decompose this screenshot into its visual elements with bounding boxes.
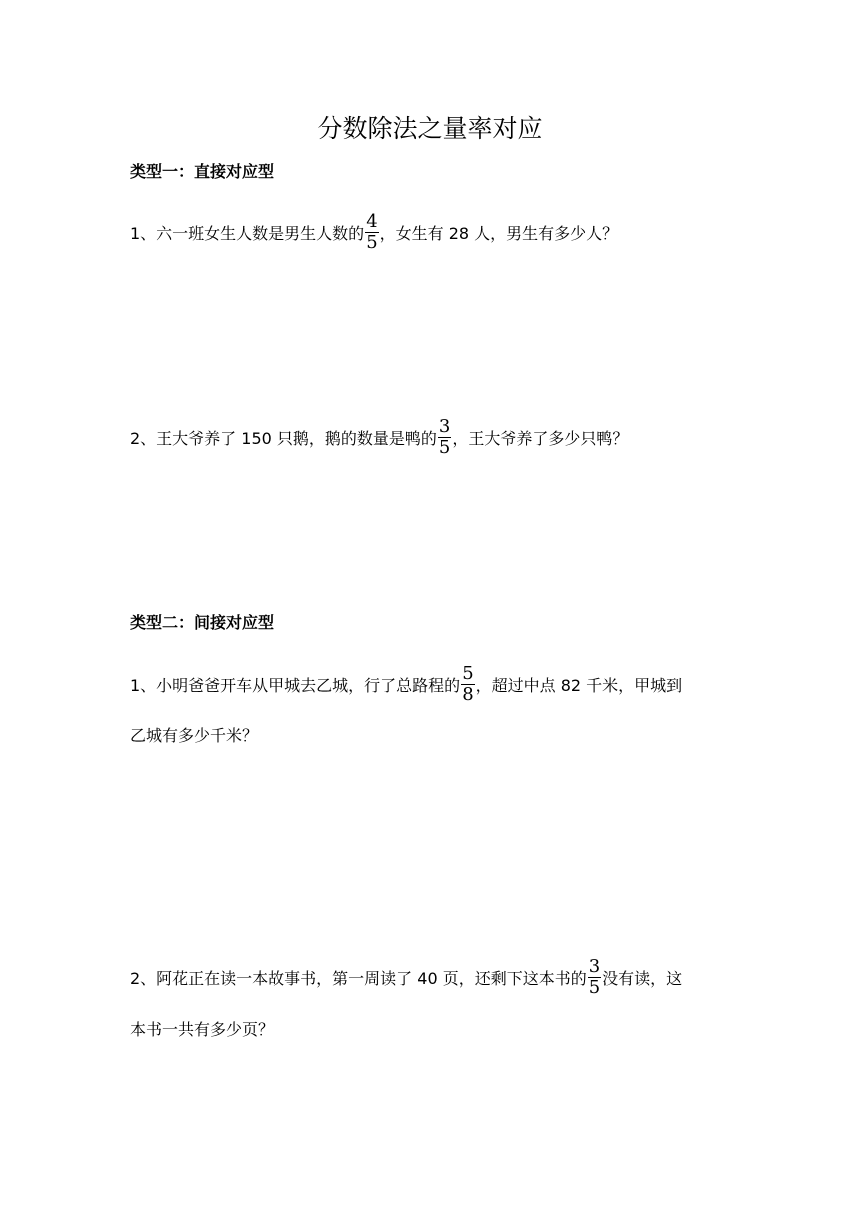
fraction-denominator: 8 [462, 684, 474, 705]
question-text-continued: 本书一共有多少页？ [130, 1020, 275, 1039]
fraction [438, 417, 451, 458]
question-text [130, 956, 740, 1000]
question-text-before: 1、六一班女生人数是男生人数的 [130, 224, 365, 243]
page-title: 分数除法之量率对应 [317, 114, 543, 143]
question-text-before: 2、王大爷养了 150 只鹅，鹅的数量是鸭的 [130, 429, 437, 448]
fraction-denominator: 5 [366, 232, 378, 253]
fraction [365, 212, 378, 253]
question-text-after: 没有读，这 [602, 969, 683, 988]
question-text-after: ，超过中点 82 千米，甲城到 [475, 676, 683, 695]
question-text [130, 416, 740, 460]
section-heading: 类型一：直接对应型 [130, 162, 275, 181]
fraction-denominator: 5 [438, 437, 451, 458]
question-text-after: ，王大爷养了多少只鸭？ [452, 429, 629, 448]
fraction [588, 957, 601, 998]
question-text [130, 211, 740, 255]
fraction-numerator: 3 [588, 956, 601, 977]
fraction-denominator: 5 [588, 977, 601, 998]
question-text [130, 663, 740, 707]
question-text-continued: 乙城有多少千米？ [130, 726, 259, 745]
fraction-numerator: 4 [366, 211, 378, 232]
fraction [461, 664, 474, 705]
fraction-numerator: 5 [462, 663, 474, 684]
section-heading: 类型二：间接对应型 [130, 613, 275, 632]
question-text-after: ，女生有 28 人，男生有多少人？ [379, 224, 619, 243]
question-text-before: 1、小明爸爸开车从甲城去乙城，行了总路程的 [130, 676, 461, 695]
question-text-before: 2、阿花正在读一本故事书，第一周读了 40 页，还剩下这本书的 [130, 969, 587, 988]
fraction-numerator: 3 [438, 416, 451, 437]
